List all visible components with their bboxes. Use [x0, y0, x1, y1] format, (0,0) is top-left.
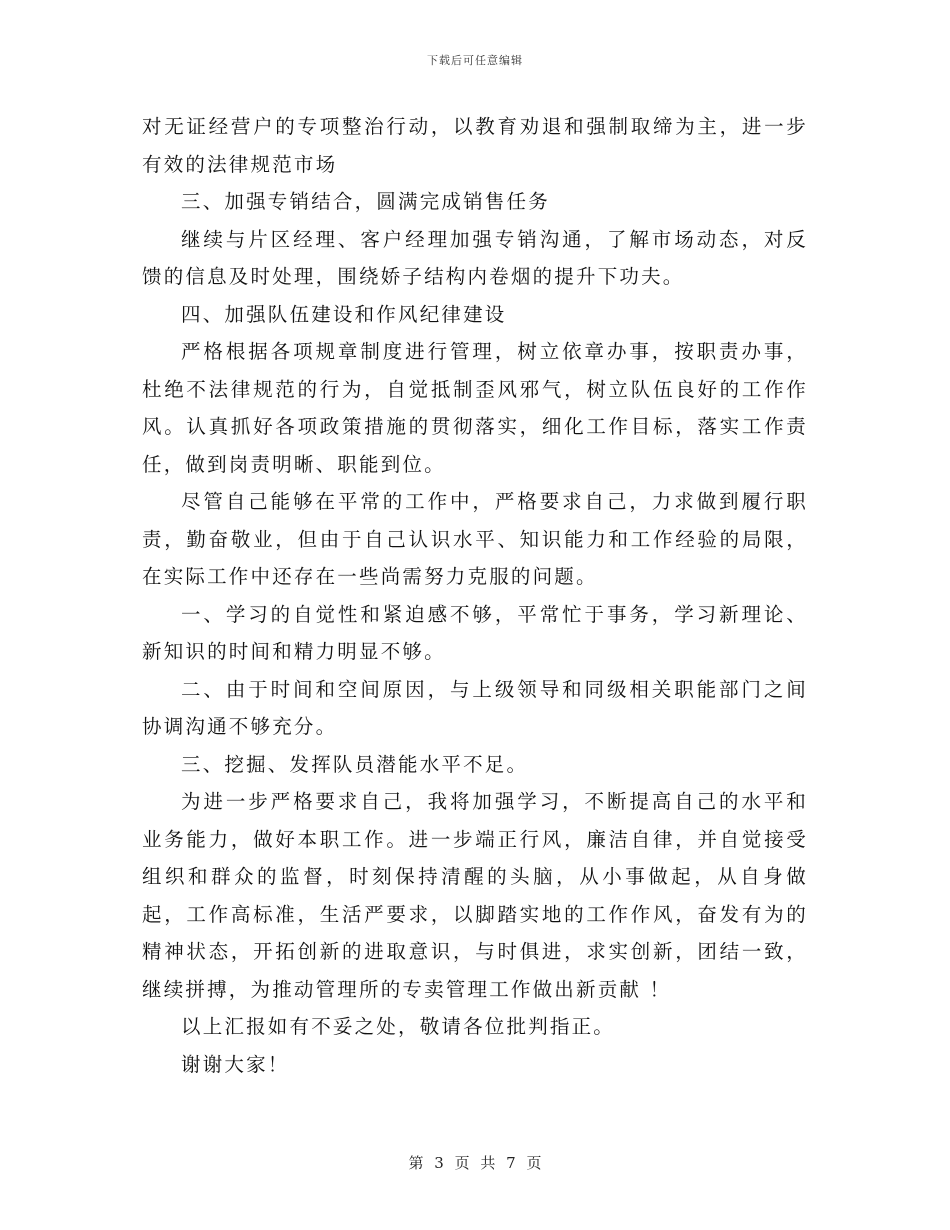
section-heading: 三、加强专销结合，圆满完成销售任务 [181, 190, 550, 213]
section-heading: 四、加强队伍建设和作风纪律建设 [181, 302, 507, 326]
problem-item: 三、挖掘、发挥队员潜能水平不足。 [181, 752, 529, 776]
problem-item: 二、由于时间和空间原因，与上级领导和同级相关职能部门之间协调沟通不够充分。 [142, 677, 808, 738]
paragraph: 为进一步严格要求自己，我将加强学习，不断提高自己的水平和业务能力，做好本职工作。进一步端正行风，廉洁自律，并自觉接受组织和群众的监督，时刻保持清醒的头脑，从小事做起，从自身做起，工作高标准，生活严要求，以脚踏实地的工作作风，奋发有为的精神状态，开拓创新的进取意识，与时俱进，求实创新，团结一致，继续拼搏，为推动管理所的专卖管理工作做出新贡献 ！ [142, 790, 808, 1001]
page-number-footer: 第 3 页 共 7 页 [408, 1154, 542, 1172]
problem-item: 一、学习的自觉性和紧迫感不够，平常忙于事务，学习新理论、新知识的时间和精力明显不够。 [142, 602, 808, 663]
page-header-note: 下载后可任意编辑 [427, 54, 523, 67]
document-body [142, 108, 808, 1083]
paragraph: 对无证经营户的专项整治行动，以教育劝退和强制取缔为主，进一步有效的法律规范市场 [142, 115, 808, 176]
paragraph: 继续与片区经理、客户经理加强专销沟通，了解市场动态，对反馈的信息及时处理，围绕娇子结构内卷烟的提升下功夫。 [142, 227, 808, 288]
closing-line: 以上汇报如有不妥之处，敬请各位批判指正。 [181, 1015, 616, 1038]
paragraph: 尽管自己能够在平常的工作中，严格要求自己，力求做到履行职责，勤奋敬业，但由于自己认识水平、知识能力和工作经验的局限，在实际工作中还存在一些尚需努力克服的问题。 [142, 490, 808, 588]
thanks-line: 谢谢大家！ [181, 1052, 290, 1076]
paragraph: 严格根据各项规章制度进行管理，树立依章办事，按职责办事，杜绝不法律规范的行为，自觉抵制歪风邪气，树立队伍良好的工作作风。认真抓好各项政策措施的贯彻落实，细化工作目标，落实工作责任，做到岗责明晰、职能到位。 [142, 340, 808, 476]
